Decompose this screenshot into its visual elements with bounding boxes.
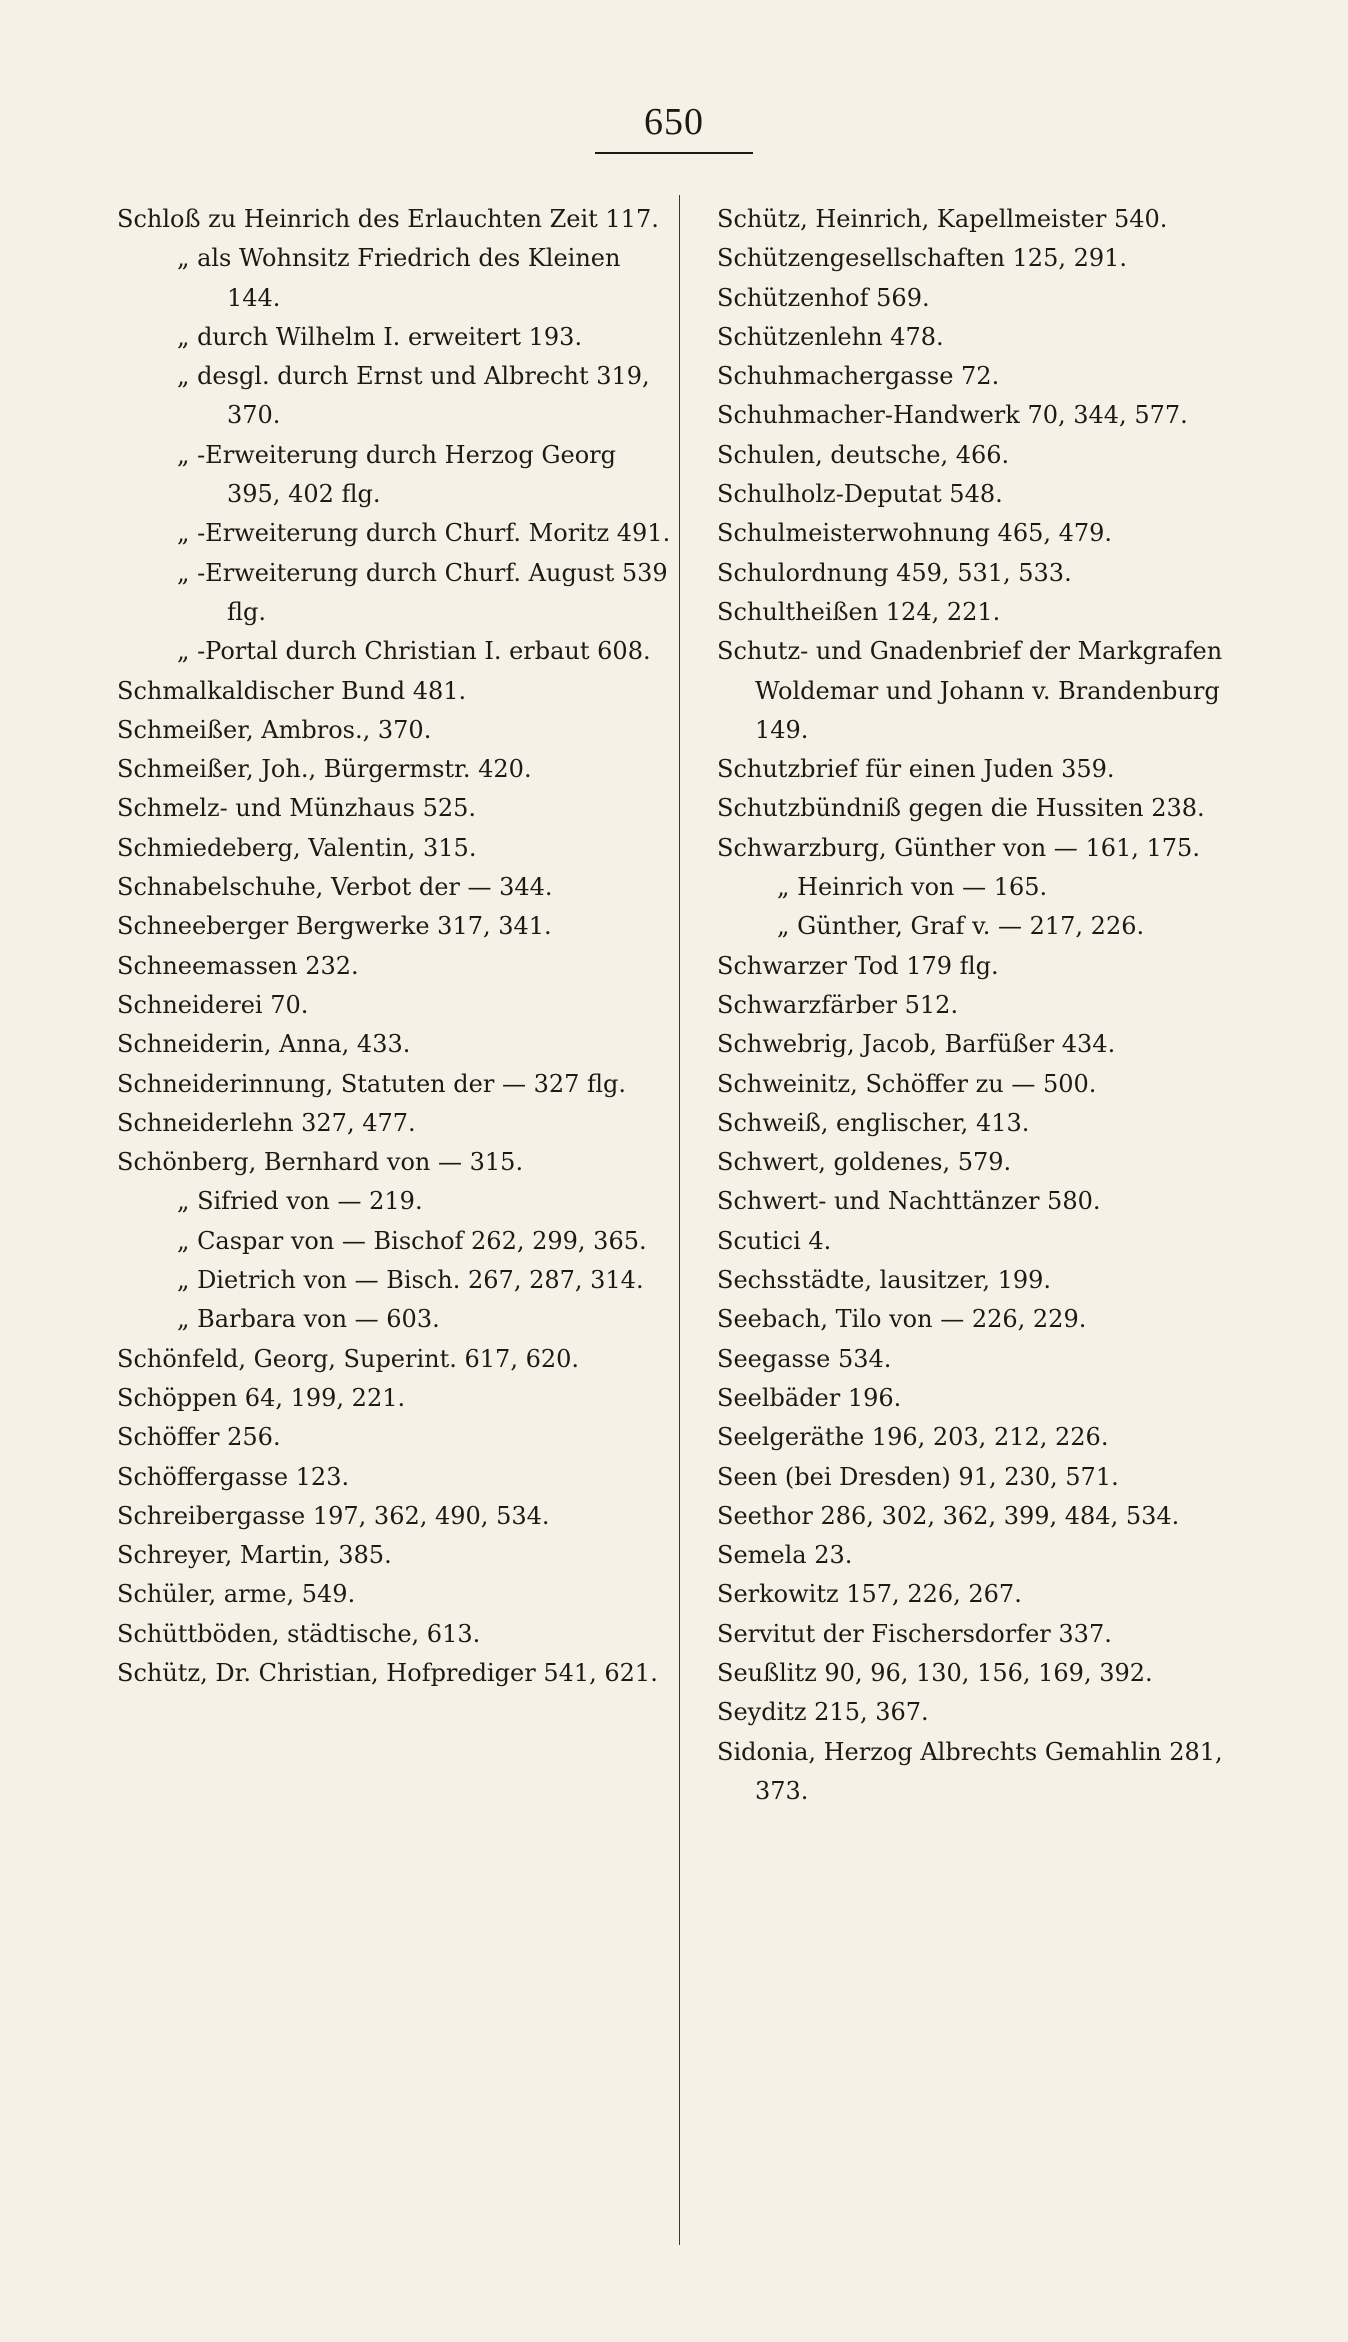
index-entry: Semela 23.	[717, 1541, 853, 1570]
index-entry: „ -Erweiterung durch Herzog Georg 395, 402 flg.	[177, 440, 616, 509]
index-entry: Seelbäder 196.	[717, 1383, 902, 1412]
index-entry: Schwarzfärber 512.	[717, 990, 959, 1019]
index-entry: Schreibergasse 197, 362, 490, 534.	[117, 1501, 550, 1530]
index-entry: Seethor 286, 302, 362, 399, 484, 534.	[717, 1501, 1180, 1530]
index-entry: Schöffer 256.	[117, 1423, 281, 1452]
index-entry: Schüler, arme, 549.	[117, 1580, 356, 1609]
index-entry: Schwarzer Tod 179 flg.	[717, 951, 999, 980]
index-entry: Schmiedeberg, Valentin, 315.	[117, 833, 477, 862]
index-entry: Seyditz 215, 367.	[717, 1698, 929, 1727]
index-entry: Schloß zu Heinrich des Erlauchten Zeit 117.	[117, 205, 659, 233]
index-entry: Schwert- und Nachttänzer 580.	[717, 1187, 1101, 1216]
index-entry: „ Barbara von — 603.	[177, 1305, 440, 1334]
index-entry: Schwebrig, Jacob, Barfüßer 434.	[717, 1030, 1116, 1059]
index-entry: „ Dietrich von — Bisch. 267, 287, 314.	[177, 1266, 644, 1295]
index-entry: „ als Wohnsitz Friedrich des Kleinen 144.	[177, 244, 621, 312]
index-entry: Schulordnung 459, 531, 533.	[717, 558, 1072, 587]
index-entry: Schmelz- und Münzhaus 525.	[117, 794, 477, 823]
index-entry: Schultheißen 124, 221.	[717, 597, 1001, 626]
index-entry: Schüttböden, städtische, 613.	[117, 1619, 481, 1648]
index-entry: Schützengesellschaften 125, 291.	[717, 244, 1128, 273]
index-entry: Sidonia, Herzog Albrechts Gemahlin 281, 373.	[717, 1737, 1223, 1805]
index-entry: „ Caspar von — Bischof 262, 299, 365.	[177, 1226, 647, 1255]
index-entry: Schönberg, Bernhard von — 315.	[117, 1148, 524, 1177]
index-entry: Schulholz-Deputat 548.	[717, 480, 1003, 509]
index-entry: „ -Erweiterung durch Churf. August 539 flg.	[177, 558, 668, 626]
index-entry: Schulmeisterwohnung 465, 479.	[717, 519, 1113, 548]
index-entry: Schneiderlehn 327, 477.	[117, 1108, 416, 1137]
index-entry: Schweiß, englischer, 413.	[717, 1108, 1030, 1137]
index-entry: Schönfeld, Georg, Superint. 617, 620.	[117, 1344, 580, 1373]
index-entry: Schutzbrief für einen Juden 359.	[717, 755, 1115, 784]
right-index-column	[717, 200, 1277, 1811]
index-entry: Schneemassen 232.	[117, 951, 359, 980]
index-entry: Schöppen 64, 199, 221.	[117, 1383, 406, 1412]
index-entry: Schützenhof 569.	[717, 283, 930, 312]
index-entry: Schuhmachergasse 72.	[717, 362, 1000, 391]
index-entry: „ -Erweiterung durch Churf. Moritz 491.	[177, 519, 671, 548]
index-entry: Schwert, goldenes, 579.	[717, 1148, 1012, 1177]
index-entry: „ durch Wilhelm I. erweitert 193.	[177, 322, 583, 351]
index-entry: Schnabelschuhe, Verbot der — 344.	[117, 873, 553, 902]
index-entry: Schneiderin, Anna, 433.	[117, 1030, 411, 1059]
index-entry: „ Günther, Graf v. — 217, 226.	[777, 912, 1145, 941]
index-entry: Seegasse 534.	[717, 1344, 892, 1373]
index-entry: Schöffergasse 123.	[117, 1462, 350, 1491]
index-entry: Schneeberger Bergwerke 317, 341.	[117, 912, 552, 941]
index-entry: Schützenlehn 478.	[717, 322, 944, 351]
index-entry: Scutici 4.	[717, 1226, 832, 1255]
index-entry: Schutzbündniß gegen die Hussiten 238.	[717, 794, 1205, 823]
index-entry: Schutz- und Gnadenbrief der Markgrafen Woldemar und Johann v. Brandenburg 149.	[717, 637, 1223, 744]
index-entry: Schwarzburg, Günther von — 161, 175.	[717, 833, 1200, 862]
index-entry: Schulen, deutsche, 466.	[717, 440, 1010, 469]
index-entry: Seelgeräthe 196, 203, 212, 226.	[717, 1423, 1109, 1452]
index-entry: Schütz, Heinrich, Kapellmeister 540.	[717, 205, 1168, 233]
index-entry: „ Heinrich von — 165.	[777, 873, 1048, 902]
header-rule	[595, 152, 753, 154]
index-entry: Schneiderinnung, Statuten der — 327 flg.	[117, 1069, 627, 1098]
index-entry: Schmeißer, Joh., Bürgermstr. 420.	[117, 755, 532, 784]
index-entry: Schuhmacher-Handwerk 70, 344, 577.	[717, 401, 1188, 430]
index-entry: „ desgl. durch Ernst und Albrecht 319, 370.	[177, 362, 650, 430]
index-entry: Sechsstädte, lausitzer, 199.	[717, 1266, 1052, 1295]
index-entry: Servitut der Fischersdorfer 337.	[717, 1619, 1112, 1648]
index-entry: Schütz, Dr. Christian, Hofprediger 541, 621.	[117, 1658, 658, 1687]
index-entry: Seen (bei Dresden) 91, 230, 571.	[717, 1462, 1119, 1491]
index-entry: Schreyer, Martin, 385.	[117, 1541, 392, 1570]
index-entry: Schmeißer, Ambros., 370.	[117, 715, 432, 744]
left-index-column	[117, 200, 677, 1693]
index-entry: Schneiderei 70.	[117, 990, 309, 1019]
index-entry: Seebach, Tilo von — 226, 229.	[717, 1305, 1087, 1334]
index-entry: „ -Portal durch Christian I. erbaut 608.	[177, 637, 651, 666]
index-entry: Serkowitz 157, 226, 267.	[717, 1580, 1022, 1609]
index-entry: Schmalkaldischer Bund 481.	[117, 676, 467, 705]
page-number: 650	[644, 101, 704, 143]
column-divider	[679, 195, 680, 2245]
index-entry: Seußlitz 90, 96, 130, 156, 169, 392.	[717, 1658, 1153, 1687]
index-entry: Schweinitz, Schöffer zu — 500.	[717, 1069, 1097, 1098]
index-entry: „ Sifried von — 219.	[177, 1187, 423, 1216]
